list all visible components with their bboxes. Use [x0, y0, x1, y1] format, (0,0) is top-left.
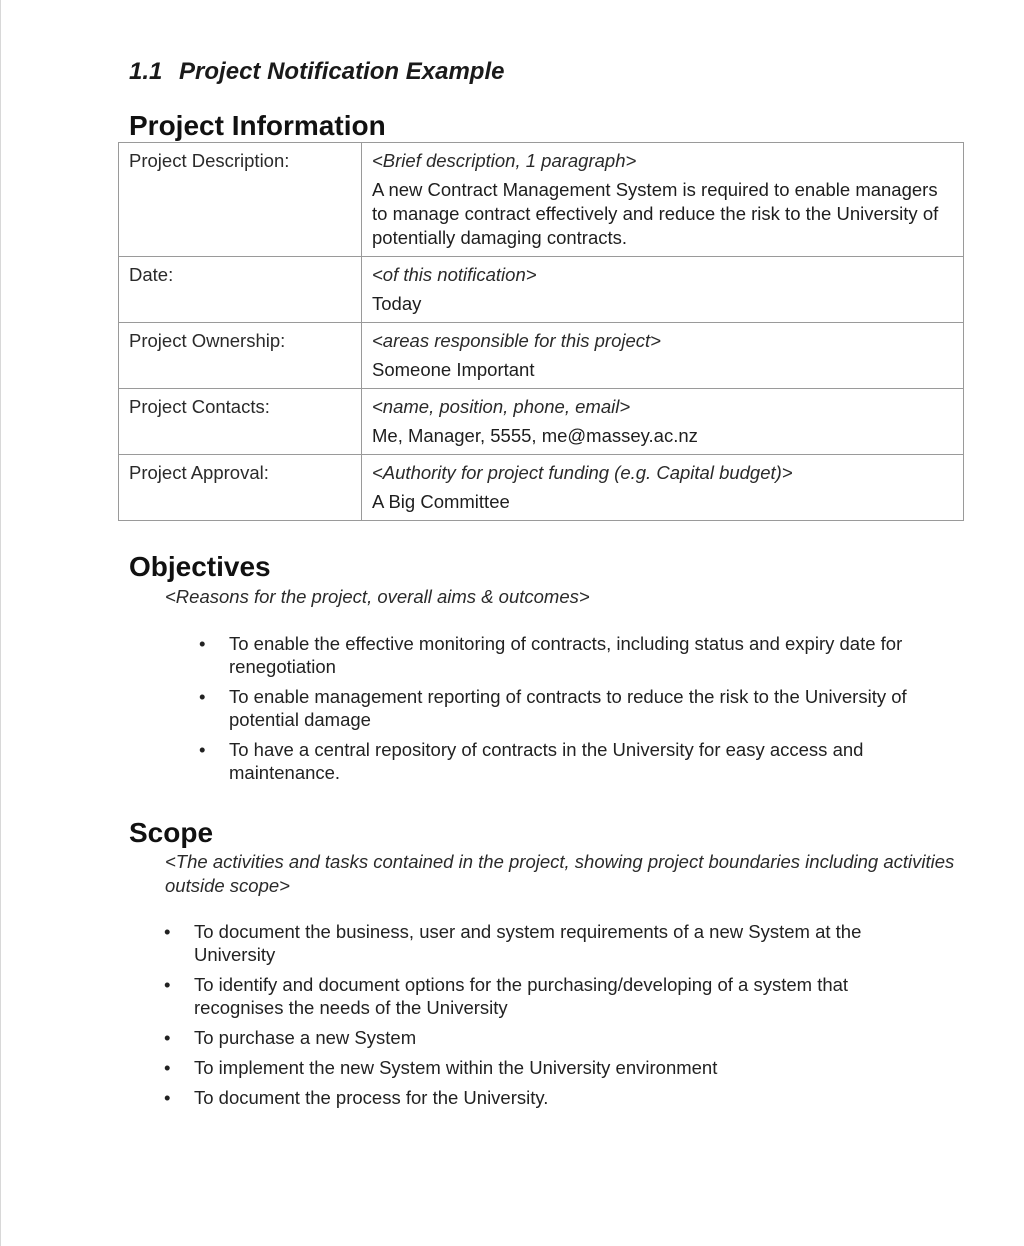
list-item-text: To document the process for the University. [194, 1087, 549, 1108]
row-hint: <of this notification> [372, 264, 537, 285]
row-label: Project Description: [119, 143, 362, 257]
table-row-date [119, 257, 964, 323]
list-item [162, 1086, 932, 1109]
list-item-text: To document the business, user and system requirements of a new System at the University [194, 921, 862, 965]
row-value: Today [372, 293, 422, 314]
row-value: Someone Important [372, 359, 535, 380]
list-item [162, 920, 932, 966]
bullet-icon: • [164, 974, 171, 995]
row-hint: <areas responsible for this project> [372, 330, 661, 351]
list-item [162, 1056, 932, 1079]
list-item-text: To implement the new System within the University environment [194, 1057, 718, 1078]
row-hint: <name, position, phone, email> [372, 396, 631, 417]
bullet-icon: • [199, 633, 206, 654]
list-item [162, 1026, 932, 1049]
list-item [197, 685, 937, 731]
project-information-heading: Project Information [129, 110, 386, 141]
list-item [197, 738, 937, 784]
row-content [362, 257, 964, 323]
section-title-text: Project Notification Example [179, 58, 505, 85]
bullet-icon: • [164, 1087, 171, 1108]
scope-list [162, 920, 932, 1116]
row-label: Project Approval: [119, 455, 362, 521]
bullet-icon: • [164, 921, 171, 942]
table-row-contacts [119, 389, 964, 455]
row-value: A new Contract Management System is required to enable managers to manage contract effectively and reduce the risk to the University of potentially damaging contracts. [372, 179, 939, 248]
row-content [362, 143, 964, 257]
section-number: 1.1 [129, 58, 163, 85]
row-label: Project Contacts: [119, 389, 362, 455]
row-hint: <Authority for project funding (e.g. Capital budget)> [372, 462, 793, 483]
row-content [362, 323, 964, 389]
table-row-approval [119, 455, 964, 521]
row-content [362, 455, 964, 521]
table-row-ownership [119, 323, 964, 389]
list-item-text: To enable management reporting of contracts to reduce the risk to the University of potential damage [229, 686, 907, 730]
list-item-text: To identify and document options for the purchasing/developing of a system that recognises the needs of the University [194, 974, 849, 1018]
objectives-hint: <Reasons for the project, overall aims & outcomes> [165, 586, 590, 607]
row-hint: <Brief description, 1 paragraph> [372, 150, 637, 171]
bullet-icon: • [164, 1027, 171, 1048]
section-title [129, 58, 504, 86]
list-item [162, 973, 932, 1019]
list-item [197, 632, 937, 678]
objectives-heading: Objectives [129, 551, 271, 582]
row-label: Date: [119, 257, 362, 323]
scope-heading: Scope [129, 817, 214, 848]
row-label: Project Ownership: [119, 323, 362, 389]
scope-hint: <The activities and tasks contained in the project, showing project boundaries including activities outside scope> [165, 851, 955, 896]
bullet-icon: • [199, 739, 206, 760]
bullet-icon: • [199, 686, 206, 707]
list-item-text: To have a central repository of contracts in the University for easy access and maintenance. [229, 739, 864, 783]
bullet-icon: • [164, 1057, 171, 1078]
table-row-description [119, 143, 964, 257]
row-value: A Big Committee [372, 491, 510, 512]
objectives-list [197, 632, 937, 791]
row-content [362, 389, 964, 455]
list-item-text: To purchase a new System [194, 1027, 417, 1048]
project-information-table [118, 142, 964, 521]
list-item-text: To enable the effective monitoring of contracts, including status and expiry date for renegotiation [229, 633, 903, 677]
row-value: Me, Manager, 5555, me@massey.ac.nz [372, 425, 698, 446]
